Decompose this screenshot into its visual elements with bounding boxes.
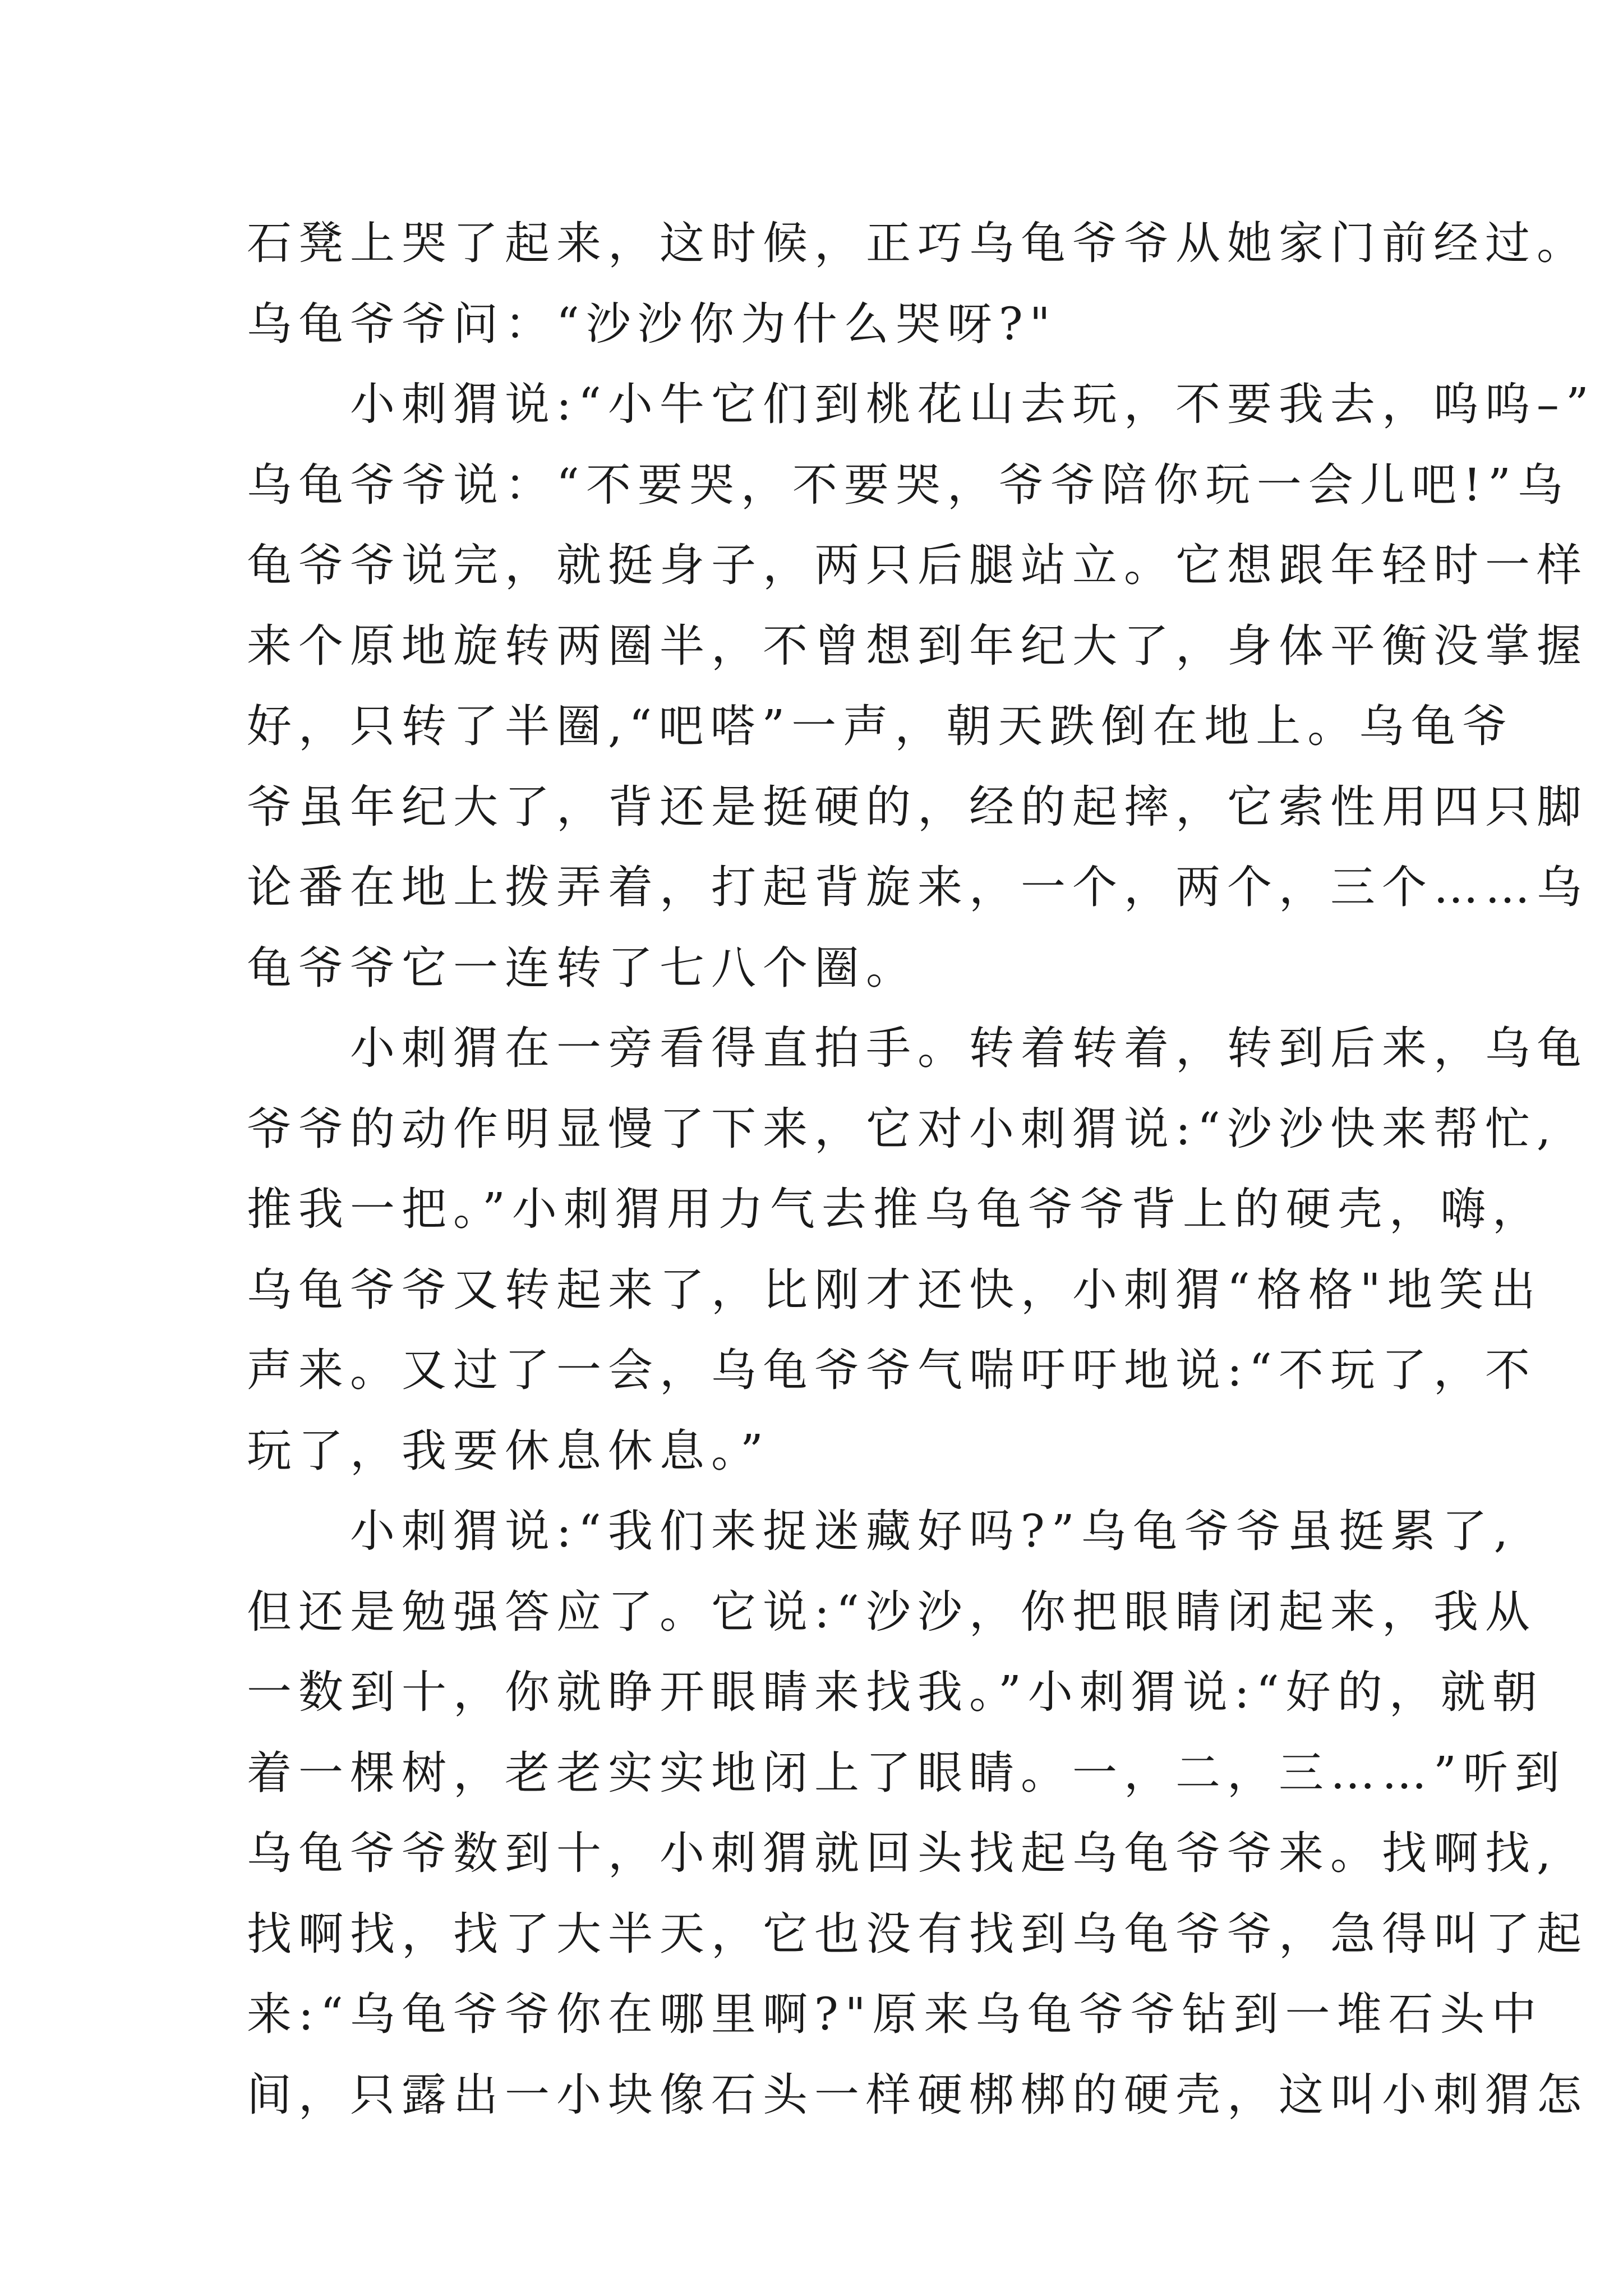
story-text-body bbox=[247, 203, 1596, 2135]
text-line: 来:“乌龟爷爷你在哪里啊?"原来乌龟爷爷钻到一堆石头中 bbox=[247, 1988, 1543, 2040]
text-line: 乌龟爷爷又转起来了，比刚才还快，小刺猬“格格"地笑出 bbox=[247, 1263, 1542, 1316]
text-line: 爷虽年纪大了，背还是挺硬的，经的起摔，它索性用四只脚 bbox=[247, 780, 1588, 833]
text-line: 着一棵树，老老实实地闭上了眼睛。一，二，三……”听到 bbox=[247, 1746, 1566, 1799]
text-line: 论番在地上拨弄着，打起背旋来，一个，两个，三个……乌 bbox=[247, 861, 1588, 913]
text-line: 乌龟爷爷问：“沙沙你为什么哭呀?" bbox=[247, 297, 1057, 350]
text-line: 小刺猬说:“小牛它们到桃花山去玩，不要我去，呜呜–” bbox=[247, 378, 1596, 430]
text-line: 但还是勉强答应了。它说:“沙沙，你把眼睛闭起来，我从 bbox=[247, 1585, 1537, 1638]
text-line: 间，只露出一小块像石头一样硬梆梆的硬壳，这叫小刺猬怎 bbox=[247, 2068, 1588, 2121]
text-line: 找啊找，找了大半天，它也没有找到乌龟爷爷，急得叫了起 bbox=[247, 1907, 1588, 1960]
text-line: 石凳上哭了起来，这时候，正巧乌龟爷爷从她家门前经过。 bbox=[247, 217, 1588, 269]
text-line: 推我一把。”小刺猬用力气去推乌龟爷爷背上的硬壳，嗨， bbox=[247, 1183, 1544, 1235]
text-line: 一数到十，你就睁开眼睛来找我。”小刺猬说:“好的，就朝 bbox=[247, 1666, 1544, 1718]
text-line: 玩了，我要休息休息。” bbox=[247, 1424, 770, 1477]
text-line: 好，只转了半圈,“吧嗒”一声，朝天跌倒在地上。乌龟爷 bbox=[247, 700, 1514, 752]
text-line: 来个原地旋转两圈半，不曾想到年纪大了，身体平衡没掌握 bbox=[247, 619, 1588, 672]
text-line: 乌龟爷爷说：“不要哭，不要哭，爷爷陪你玩一会儿吧!”乌 bbox=[247, 458, 1569, 511]
text-line: 小刺猬在一旁看得直拍手。转着转着，转到后来，乌龟 bbox=[247, 1022, 1588, 1074]
text-line: 龟爷爷说完，就挺身子，两只后腿站立。它想跟年轻时一样 bbox=[247, 539, 1588, 591]
text-line: 小刺猬说:“我们来捉迷藏好吗?”乌龟爷爷虽挺累了, bbox=[247, 1505, 1515, 1557]
text-line: 龟爷爷它一连转了七八个圈。 bbox=[247, 941, 917, 994]
text-line: 乌龟爷爷数到十，小刺猬就回头找起乌龟爷爷来。找啊找, bbox=[247, 1827, 1558, 1879]
text-line: 爷爷的动作明显慢了下来，它对小刺猬说:“沙沙快来帮忙, bbox=[247, 1102, 1558, 1155]
text-line: 声来。又过了一会，乌龟爷爷气喘吁吁地说:“不玩了，不 bbox=[247, 1344, 1537, 1396]
